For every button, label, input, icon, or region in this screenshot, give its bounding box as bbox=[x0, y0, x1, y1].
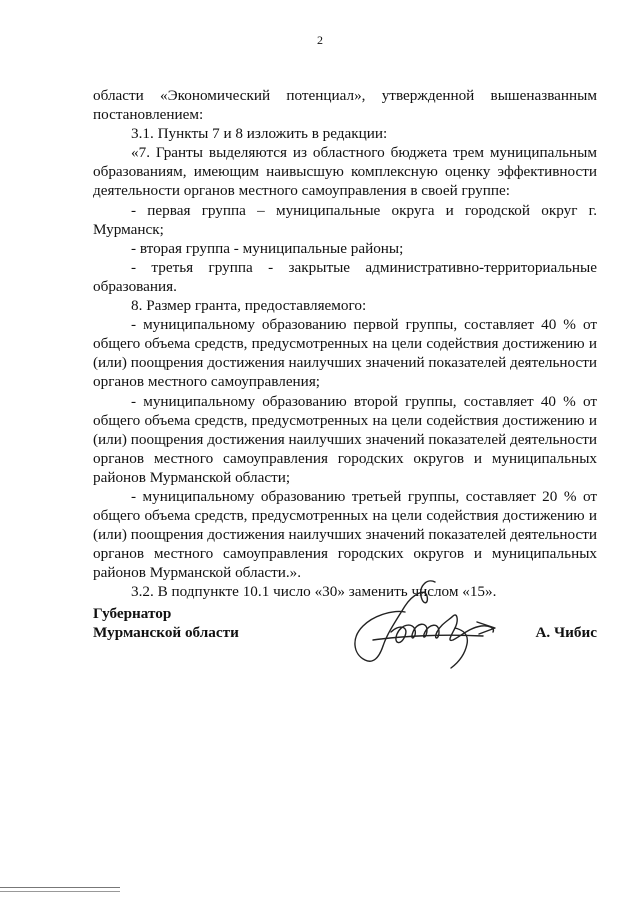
paragraph-7: - муниципальному образованию первой группы, составляет 40 % от общего объема средств, предусмотренных на цели содействия достижению и (или) поощрения достижения наилучших значений показателей деятельности органов местного самоуправления; bbox=[93, 316, 597, 391]
paragraph-10: 3.2. В подпункте 10.1 число «30» заменить числом «15». bbox=[131, 583, 497, 601]
paragraph-0: области «Экономический потенциал», утвержденной вышеназванным постановлением: bbox=[93, 87, 597, 124]
paragraph-3: - первая группа – муниципальные округа и городской округ г. Мурманск; bbox=[93, 201, 597, 238]
paragraph-5: - третья группа - закрытые административно-территориальные образования. bbox=[93, 258, 597, 295]
signer-title bbox=[93, 604, 239, 642]
document-body bbox=[93, 86, 597, 602]
paragraph-6: 8. Размер гранта, предоставляемого: bbox=[131, 297, 367, 315]
signature-block bbox=[93, 598, 597, 688]
footer-rule-secondary bbox=[0, 891, 120, 892]
signer-title-line1: Губернатор bbox=[93, 605, 172, 622]
signer-title-line2: Мурманской области bbox=[93, 624, 239, 641]
paragraph-4: - вторая группа - муниципальные районы; bbox=[131, 239, 404, 257]
paragraph-8: - муниципальному образованию второй группы, составляет 40 % от общего объема средств, предусмотренных на цели содействия достижению и (или) поощрения достижения наилучших значений показателей деятельности органов местного самоуправления городских округов и муниципальных районов Мурманской области; bbox=[93, 392, 597, 486]
paragraph-9: - муниципальному образованию третьей группы, составляет 20 % от общего объема средств, предусмотренных на цели содействия достижению и (или) поощрения достижения наилучших значений показателей деятельности органов местного самоуправления городских округов и муниципальных районов Мурманской области.». bbox=[93, 487, 597, 582]
signer-name: А. Чибис bbox=[535, 624, 597, 641]
handwritten-signature bbox=[343, 576, 503, 676]
page-number: 2 bbox=[317, 33, 323, 47]
footer-rule bbox=[0, 887, 120, 888]
paragraph-2: «7. Гранты выделяются из областного бюджета трем муниципальным образованиям, имеющим наивысшую комплексную оценку эффективности деятельности органов местного самоуправления в своей группе: bbox=[93, 144, 597, 200]
paragraph-1: 3.1. Пункты 7 и 8 изложить в редакции: bbox=[131, 125, 388, 143]
